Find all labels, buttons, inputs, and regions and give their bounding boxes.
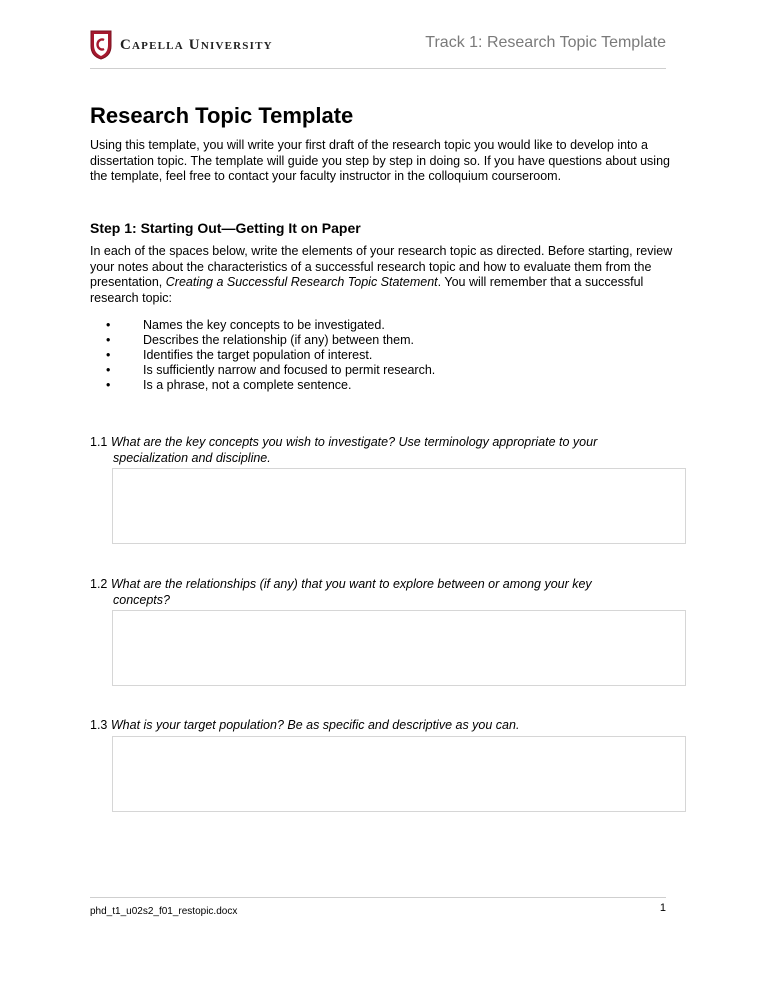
track-title: Track 1: Research Topic Template xyxy=(425,34,666,51)
question-1-1: 1.1 What are the key concepts you wish to investigate? Use terminology appropriate to your specialization and discipline. xyxy=(90,435,598,465)
question-1-2: 1.2 What are the relationships (if any) that you want to explore between or among your key concepts? xyxy=(90,577,592,607)
list-item: • Names the key concepts to be investigated. xyxy=(106,318,385,332)
list-item: • Is a phrase, not a complete sentence. xyxy=(106,378,352,392)
list-item: • Is sufficiently narrow and focused to permit research. xyxy=(106,363,436,377)
shield-icon xyxy=(90,30,112,60)
step1-heading: Step 1: Starting Out—Getting It on Paper xyxy=(90,220,361,236)
logo-wordmark: Capella University xyxy=(120,36,273,53)
bullet-icon: • xyxy=(106,378,111,392)
answer-box-1-1[interactable] xyxy=(112,468,686,544)
page-footer xyxy=(90,897,666,917)
capella-logo xyxy=(90,30,273,60)
bullet-icon: • xyxy=(106,333,111,347)
answer-box-1-3[interactable] xyxy=(112,736,686,812)
step1-paragraph: In each of the spaces below, write the elements of your research topic as directed. Before starting, review your notes about the characteristics of a successful research topic and how to evaluate them from the presentation, Creating a Successful Research Topic Statement. You will remember that a successful research topic: xyxy=(90,244,673,305)
presentation-title: Creating a Successful Research Topic Statement xyxy=(165,275,438,289)
footer-filename: phd_t1_u02s2_f01_restopic.docx xyxy=(90,906,238,917)
list-item: • Identifies the target population of interest. xyxy=(106,348,373,362)
criteria-list xyxy=(106,318,435,393)
answer-box-1-2[interactable] xyxy=(112,610,686,686)
list-item: • Describes the relationship (if any) between them. xyxy=(106,333,414,347)
question-1-3: 1.3 What is your target population? Be as specific and descriptive as you can. xyxy=(90,718,520,732)
page-header xyxy=(90,26,666,69)
page-number: 1 xyxy=(659,902,666,914)
bullet-icon: • xyxy=(106,363,111,377)
intro-paragraph: Using this template, you will write your first draft of the research topic you would like to develop into a dissertation topic. The template will guide you step by step in doing so. If you have questions about using the template, feel free to contact your faculty instructor in the colloquium courseroom. xyxy=(90,138,670,183)
bullet-icon: • xyxy=(106,348,111,362)
bullet-icon: • xyxy=(106,318,111,332)
page-title: Research Topic Template xyxy=(90,103,354,128)
